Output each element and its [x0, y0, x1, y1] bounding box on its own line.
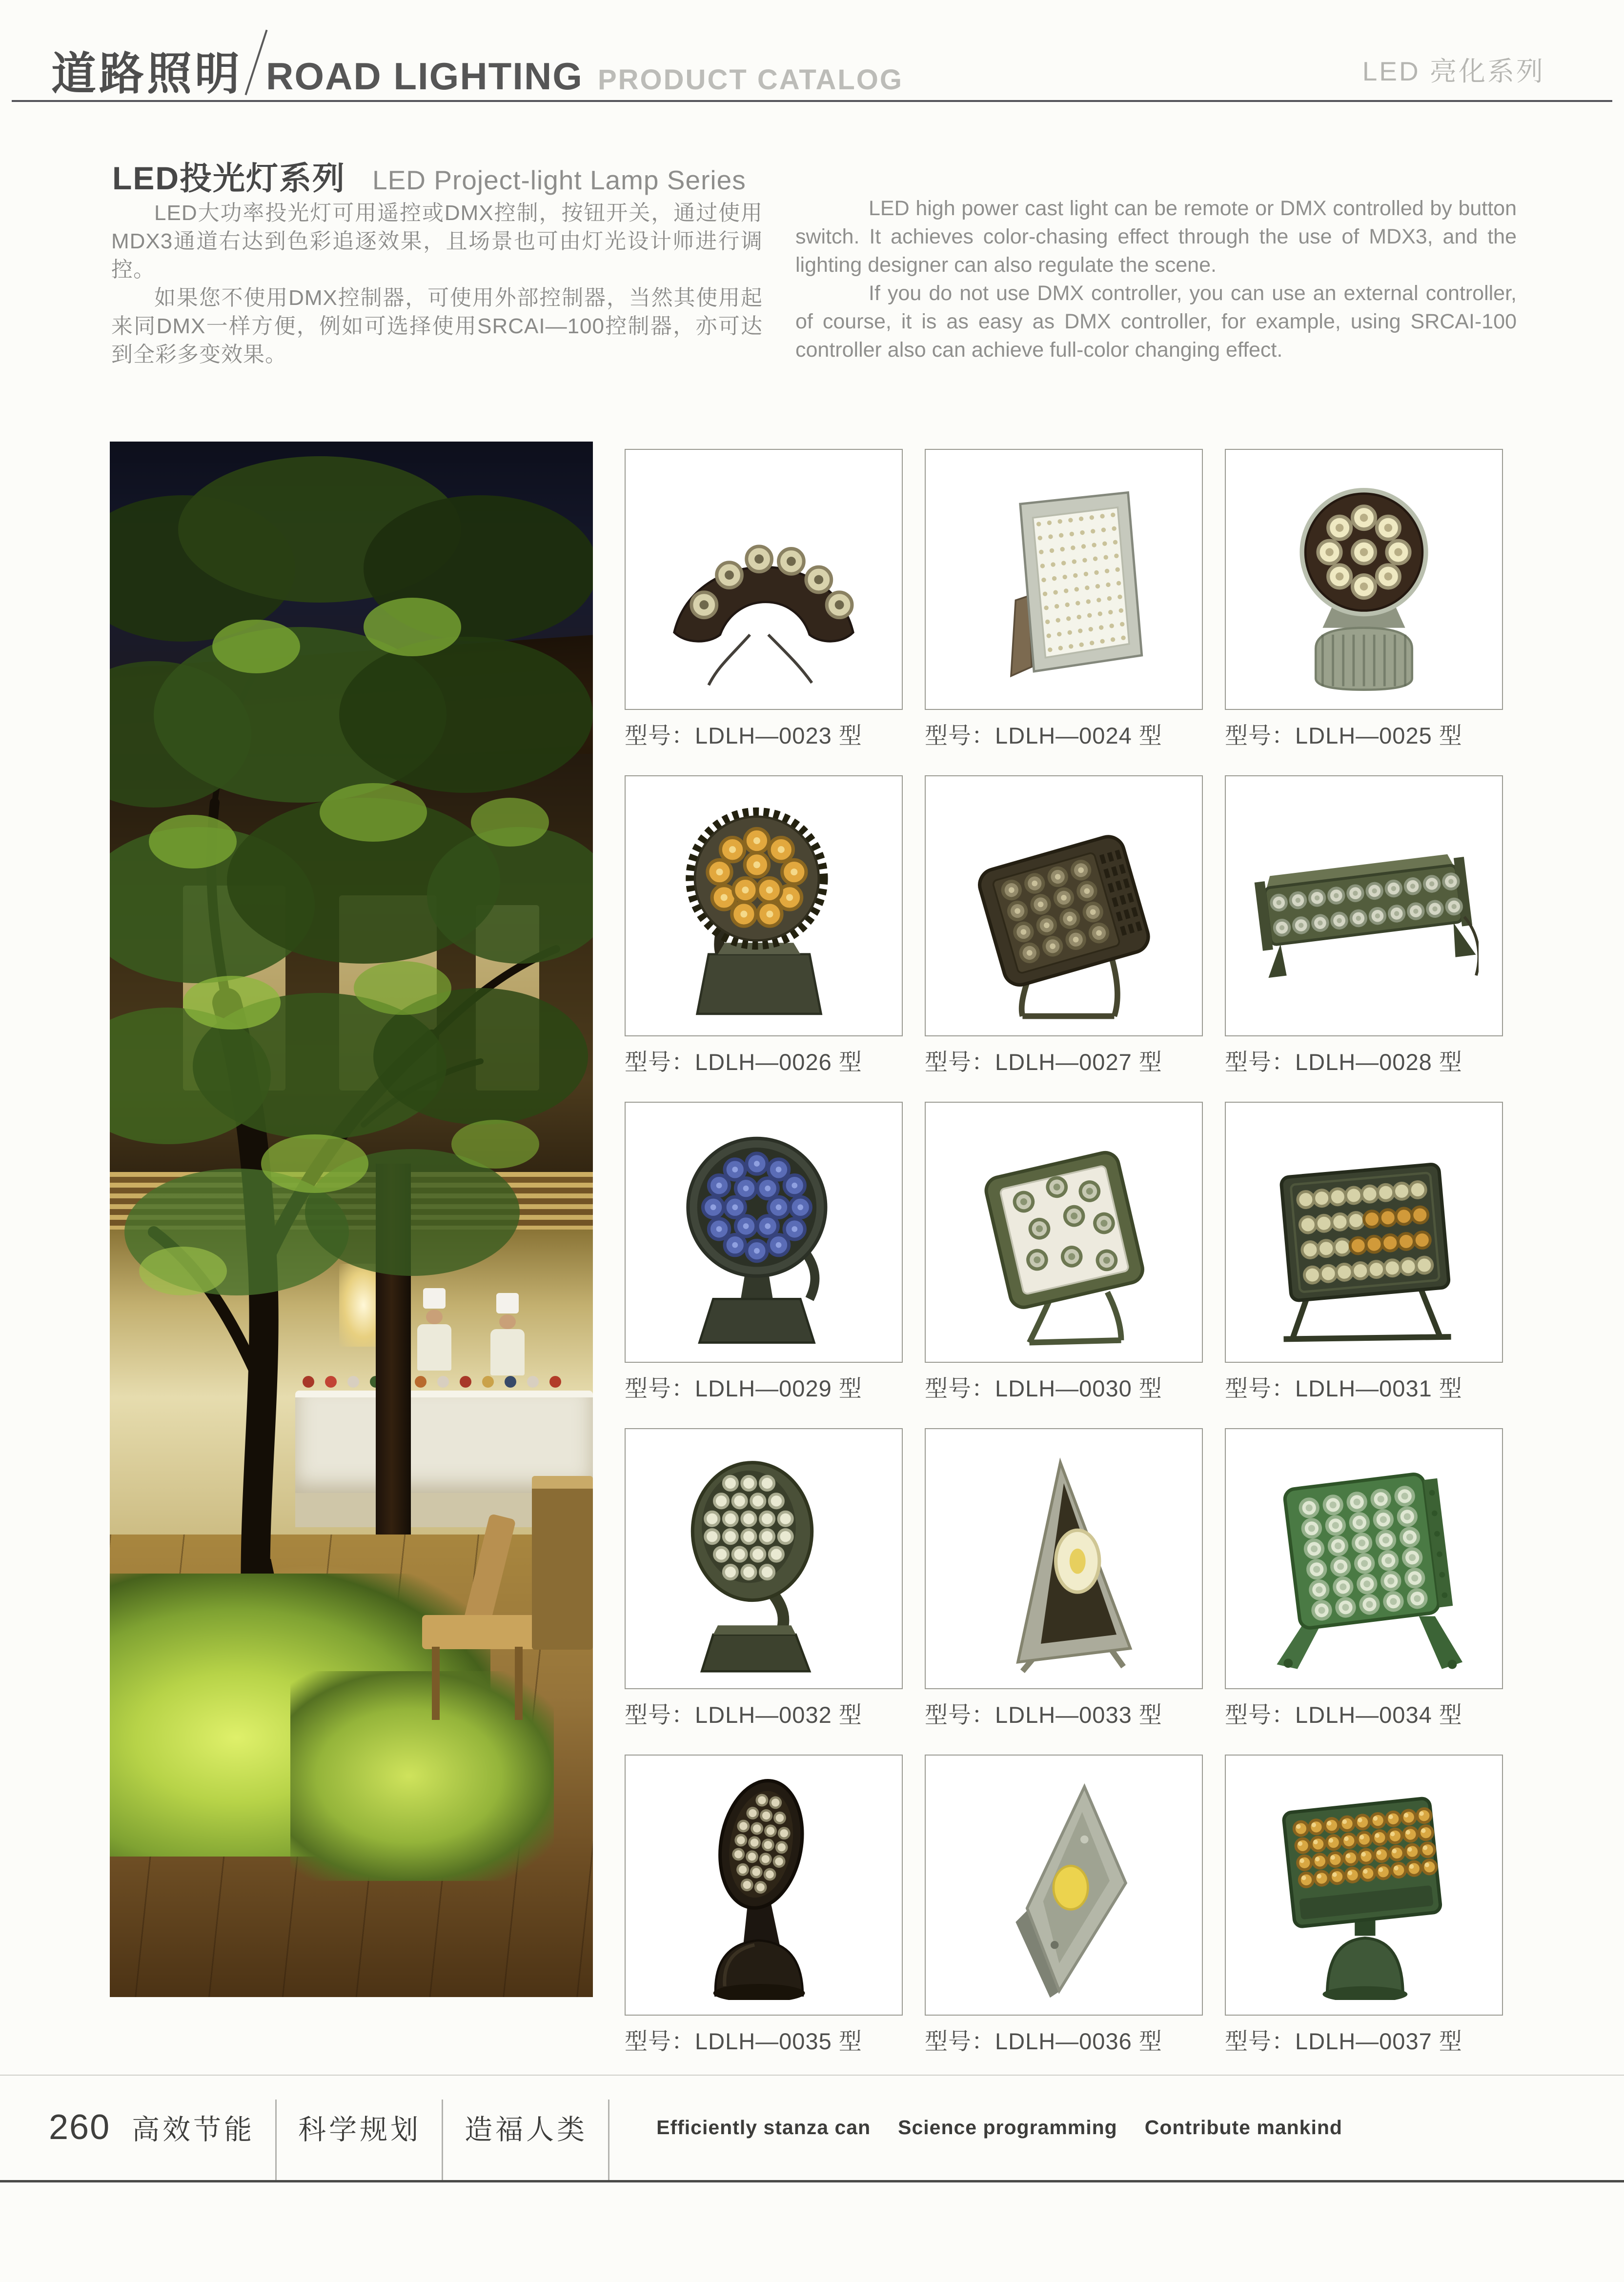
footer-rule — [0, 2180, 1624, 2182]
series-label: LED 亮化系列 — [1362, 56, 1545, 86]
header-rule — [12, 100, 1612, 102]
footer-slogan-cn: 科学规划 — [298, 2114, 422, 2145]
product-card — [625, 775, 903, 1077]
product-model-label: 型号：LDLH—0030 型 — [925, 1375, 1162, 1401]
photo-table — [532, 1476, 593, 1650]
product-card — [925, 449, 1203, 750]
green-panel-amber-image — [1225, 1755, 1503, 2016]
product-model-label: 型号：LDLH—0033 型 — [925, 1702, 1162, 1728]
round-spotlight-9led-image — [1225, 449, 1503, 710]
round-spotlight-white-image — [625, 1428, 903, 1689]
product-model-label: 型号：LDLH—0025 型 — [1225, 723, 1462, 748]
round-spotlight-blue-graphic — [649, 1118, 878, 1347]
round-spotlight-amber-graphic — [649, 791, 878, 1021]
product-card — [925, 1428, 1203, 1730]
panel-flood-light-image — [925, 449, 1203, 710]
footer-slogan-cn: 高效节能 — [132, 2114, 255, 2145]
ambient-night-garden-photo — [110, 442, 593, 1997]
intro-paragraphs-cn — [111, 199, 763, 369]
footer-hairline — [0, 2075, 1624, 2076]
flood-cob-yellow-graphic — [949, 1771, 1178, 2000]
round-spotlight-blue-image — [625, 1102, 903, 1363]
tilt-flood-16led-image — [925, 775, 1203, 1036]
round-spotlight-amber-image — [625, 775, 903, 1036]
product-card — [625, 1755, 903, 2056]
section-title-en: LED Project-light Lamp Series — [372, 165, 746, 195]
product-model-label: 型号：LDLH—0031 型 — [1225, 1375, 1462, 1401]
product-card — [625, 1428, 903, 1730]
intro-paragraphs-en — [795, 194, 1517, 364]
flood-cob-side-image — [925, 1428, 1203, 1689]
header-slash-divider — [244, 30, 267, 95]
flood-cob-yellow-image — [925, 1755, 1203, 2016]
photo-chair — [403, 1515, 549, 1725]
product-card — [1225, 1102, 1503, 1403]
header-title-en: ROAD LIGHTING — [266, 55, 583, 98]
bar-wall-washer-image — [1225, 775, 1503, 1036]
header-subtitle: PRODUCT CATALOG — [597, 64, 904, 96]
intro-paragraph-en: LED high power cast light can be remote or DMX controlled by button switch. It achieves color-chasing effect through the use of MDX3, and the lighting designer can also regulate the scene. — [795, 197, 1517, 277]
footer-slogan-en: Efficiently stanza can — [656, 2116, 871, 2139]
bar-wall-washer-graphic — [1249, 791, 1479, 1021]
header-title-cn: 道路照明 — [51, 49, 243, 99]
footer-slogan-en: Science programming — [898, 2116, 1117, 2139]
footer — [49, 2096, 1342, 2159]
product-model-label: 型号：LDLH—0024 型 — [925, 723, 1162, 748]
product-model-label: 型号：LDLH—0023 型 — [625, 723, 862, 748]
product-model-label: 型号：LDLH—0026 型 — [625, 1049, 862, 1075]
tilt-flood-16led-graphic — [949, 791, 1178, 1021]
oval-lamp-pedestal-graphic — [649, 1771, 878, 2000]
round-spotlight-9led-graphic — [1249, 465, 1479, 694]
product-card — [925, 1102, 1203, 1403]
product-card — [925, 775, 1203, 1077]
green-panel-amber-graphic — [1249, 1771, 1479, 2000]
footer-slogan-cn: 造福人类 — [465, 2114, 588, 2145]
flood-cob-side-graphic — [949, 1444, 1178, 1674]
product-model-label: 型号：LDLH—0028 型 — [1225, 1049, 1462, 1075]
product-card — [625, 1102, 903, 1403]
green-panel-30led-graphic — [1249, 1444, 1479, 1674]
green-panel-30led-image — [1225, 1428, 1503, 1689]
panel-flood-light-graphic — [949, 465, 1178, 694]
product-card — [1225, 1428, 1503, 1730]
arc-cast-light-graphic — [649, 465, 878, 694]
page-number: 260 — [49, 2108, 111, 2147]
product-model-label: 型号：LDLH—0032 型 — [625, 1702, 862, 1728]
page-header — [51, 28, 903, 97]
product-grid — [625, 449, 1503, 2056]
arc-cast-light-image — [625, 449, 903, 710]
oval-lamp-pedestal-image — [625, 1755, 903, 2016]
product-card — [1225, 449, 1503, 750]
product-card — [1225, 1755, 1503, 2056]
tilt-panel-9led-image — [925, 1102, 1203, 1363]
footer-slogan-en: Contribute mankind — [1144, 2116, 1342, 2139]
footer-divider — [608, 2100, 609, 2180]
product-card — [1225, 775, 1503, 1077]
footer-divider — [442, 2100, 443, 2180]
intro-paragraph-cn: LED大功率投光灯可用遥控或DMX控制，按钮开关，通过使用MDX3通道右达到色彩追逐效果，且场景也可由灯光设计师进行调控。 — [111, 201, 763, 282]
product-model-label: 型号：LDLH—0036 型 — [925, 2028, 1162, 2054]
section-title-cn: LED投光灯系列 — [112, 160, 345, 196]
panel-32led-graphic — [1249, 1118, 1479, 1347]
intro-paragraph-cn: 如果您不使用DMX控制器，可使用外部控制器，当然其使用起来同DMX一样方便，例如可选择使用SRCAI—100控制器，亦可达到全彩多变效果。 — [111, 286, 763, 366]
intro-paragraph-en: If you do not use DMX controller, you can use an external controller, of course, it is as easy as DMX controller, for example, using SRCAI-100 controller also can achieve full-color changing effect. — [795, 282, 1517, 362]
product-card — [925, 1755, 1203, 2056]
round-spotlight-white-graphic — [649, 1444, 878, 1674]
product-model-label: 型号：LDLH—0035 型 — [625, 2028, 862, 2054]
panel-32led-image — [1225, 1102, 1503, 1363]
product-card — [625, 449, 903, 750]
product-model-label: 型号：LDLH—0027 型 — [925, 1049, 1162, 1075]
tilt-panel-9led-graphic — [949, 1118, 1178, 1347]
product-model-label: 型号：LDLH—0029 型 — [625, 1375, 862, 1401]
footer-divider — [275, 2100, 277, 2180]
product-model-label: 型号：LDLH—0034 型 — [1225, 1702, 1462, 1728]
product-model-label: 型号：LDLH—0037 型 — [1225, 2028, 1462, 2054]
section-title — [112, 152, 746, 199]
